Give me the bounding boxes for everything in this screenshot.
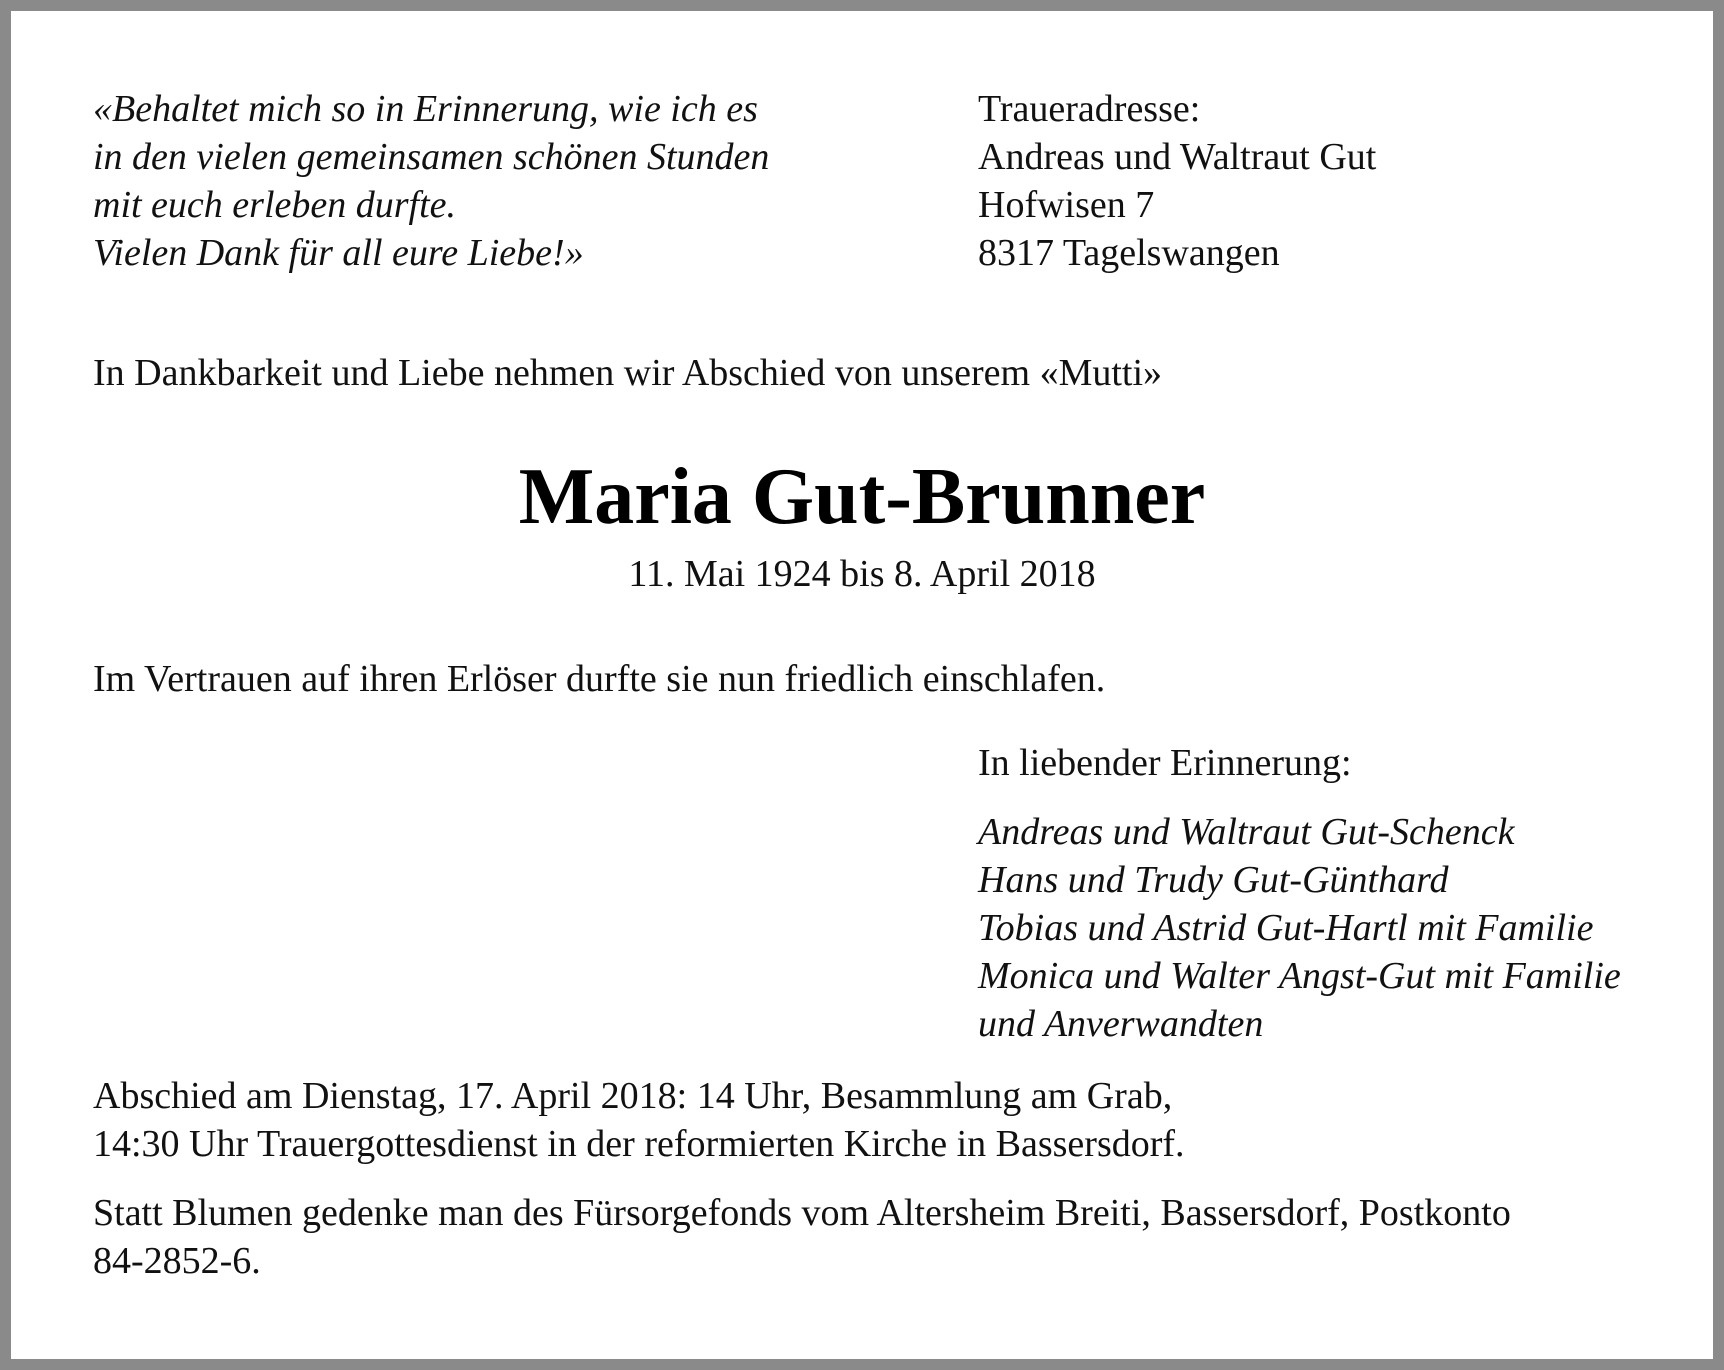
- mourning-address: [978, 85, 1376, 277]
- address-label: Traueradresse:: [978, 88, 1201, 130]
- donation-note: [93, 1189, 1511, 1285]
- family-member: Andreas und Waltraut Gut-Schenck: [978, 811, 1515, 853]
- quote-line: Vielen Dank für all eure Liebe!»: [93, 232, 584, 274]
- address-line: Hofwisen 7: [978, 184, 1155, 226]
- quote-line: «Behaltet mich so in Erinnerung, wie ich es: [93, 88, 758, 130]
- deceased-name: Maria Gut-Brunner: [518, 453, 1206, 541]
- obituary-page: [11, 11, 1713, 1359]
- family-member: Hans und Trudy Gut-Günthard: [978, 859, 1449, 901]
- address-line: 8317 Tagelswangen: [978, 232, 1280, 274]
- family-member: Tobias und Astrid Gut-Hartl mit Familie: [978, 907, 1594, 949]
- farewell-line: Abschied am Dienstag, 17. April 2018: 14 Uhr, Besammlung am Grab,: [93, 1075, 1173, 1117]
- quote-line: in den vielen gemeinsamen schönen Stunden: [93, 136, 770, 178]
- farewell-info: [93, 1072, 1185, 1168]
- donation-line: 84-2852-6.: [93, 1240, 261, 1282]
- memorial-quote: [93, 85, 769, 277]
- life-dates: 11. Mai 1924 bis 8. April 2018: [628, 553, 1096, 595]
- family-member: und Anverwandten: [978, 1003, 1264, 1045]
- donation-line: Statt Blumen gedenke man des Fürsorgefonds vom Altersheim Breiti, Bassersdorf, Postkonto: [93, 1192, 1511, 1234]
- family-member: Monica und Walter Angst-Gut mit Familie: [978, 955, 1621, 997]
- farewell-line: 14:30 Uhr Trauergottesdienst in der reformierten Kirche in Bassersdorf.: [93, 1123, 1185, 1165]
- intro-text: In Dankbarkeit und Liebe nehmen wir Abschied von unserem «Mutti»: [93, 352, 1163, 394]
- memory-label: In liebender Erinnerung:: [978, 742, 1352, 784]
- quote-line: mit euch erleben durfte.: [93, 184, 457, 226]
- address-line: Andreas und Waltraut Gut: [978, 136, 1377, 178]
- trust-text: Im Vertrauen auf ihren Erlöser durfte sie nun friedlich einschlafen.: [93, 658, 1106, 700]
- family-list: [978, 808, 1621, 1048]
